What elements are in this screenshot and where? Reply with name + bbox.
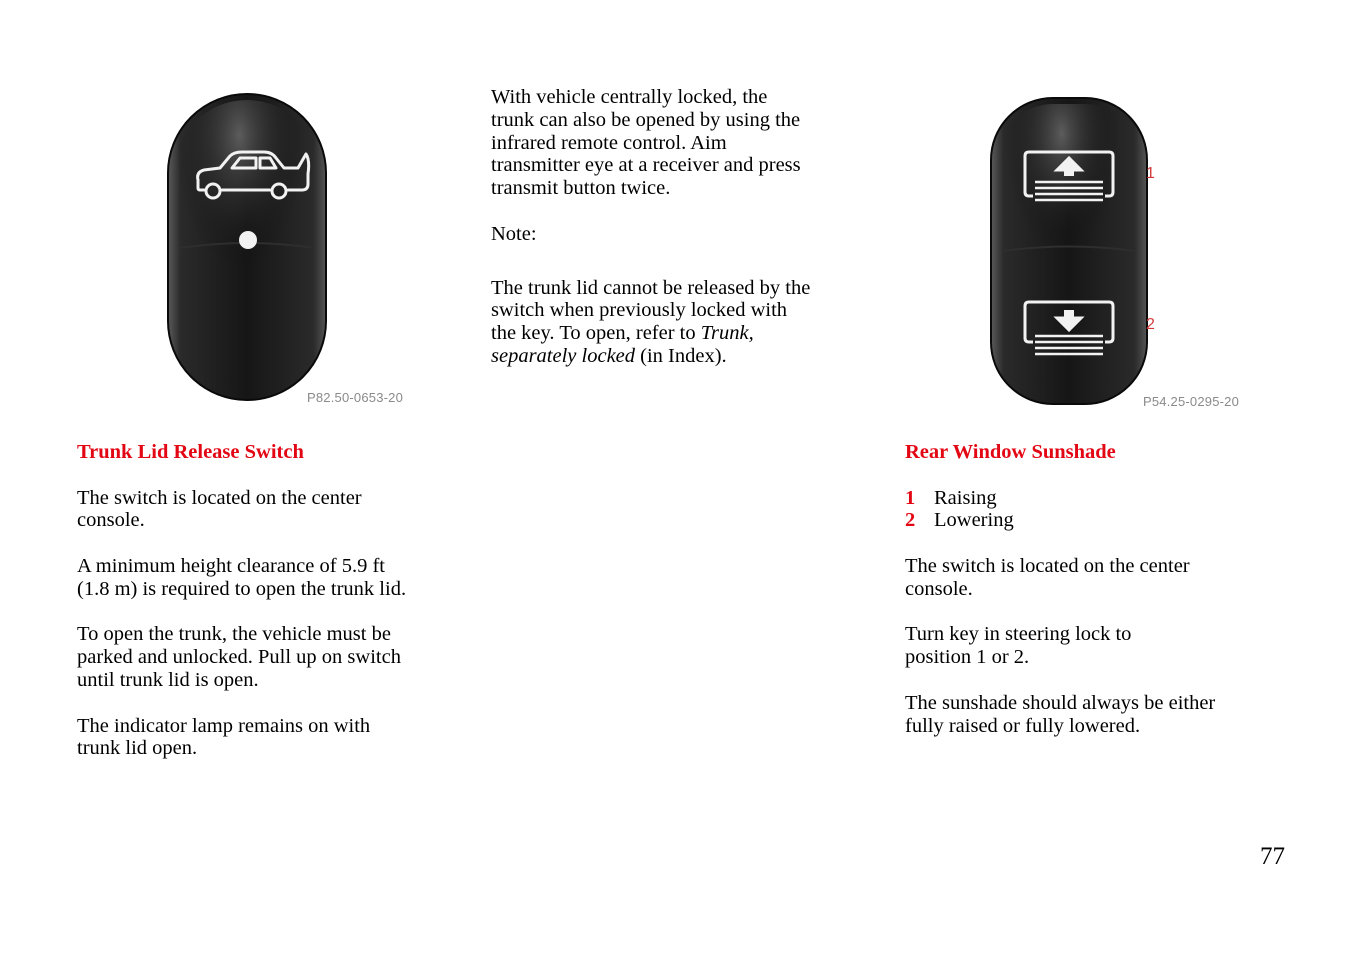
sunshade-switch-image xyxy=(985,92,1255,414)
legend-item-2 xyxy=(905,509,1305,532)
trunk-location-line2: console. xyxy=(77,509,145,532)
page-number: 77 xyxy=(1260,843,1285,870)
sunshade-heading: Rear Window Sunshade xyxy=(905,441,1116,463)
steering-lock-line2: position 1 or 2. xyxy=(905,646,1030,669)
sunshade-location-line1: The switch is located on the center xyxy=(905,554,1190,577)
trunk-location-line1: The switch is located on the center xyxy=(77,486,362,509)
clearance-line2: (1.8 m) is required to open the trunk lid. xyxy=(77,577,407,600)
note-line3-text: the key. To open, refer to xyxy=(491,322,701,345)
callout-1: 1 xyxy=(1146,165,1155,182)
sunshade-location-line2: console. xyxy=(905,577,973,600)
remote-control-section xyxy=(491,86,871,368)
trunk-reference: Trunk, xyxy=(700,322,754,345)
clearance-line1: A minimum height clearance of 5.9 ft xyxy=(77,554,385,577)
trunk-lid-section xyxy=(77,441,477,760)
note-line4-text: (in Index). xyxy=(635,344,727,367)
indicator-line2: trunk lid open. xyxy=(77,737,198,760)
legend-number-2: 2 xyxy=(905,509,916,532)
open-trunk-line3: until trunk lid is open. xyxy=(77,668,259,691)
indicator-lamp-dot xyxy=(239,231,257,249)
steering-lock-line1: Turn key in steering lock to xyxy=(905,623,1132,646)
note-line3 xyxy=(491,322,871,345)
remote-line5: transmit button twice. xyxy=(491,177,671,200)
legend-item-1 xyxy=(905,487,1305,510)
legend-number-1: 1 xyxy=(905,486,916,509)
callout-2: 2 xyxy=(1146,316,1155,333)
note-line4 xyxy=(491,345,871,368)
note-label: Note: xyxy=(491,222,537,245)
remote-line4: transmitter eye at a receiver and press xyxy=(491,154,801,177)
note-line1: The trunk lid cannot be released by the xyxy=(491,276,811,299)
remote-line2: trunk can also be opened by using the xyxy=(491,108,801,131)
sunshade-switch-figure xyxy=(985,92,1255,414)
legend-label-raising: Raising xyxy=(934,486,997,509)
open-trunk-line2: parked and unlocked. Pull up on switch xyxy=(77,646,401,669)
sunshade-position-line1: The sunshade should always be either xyxy=(905,691,1216,714)
left-figure-code: P82.50-0653-20 xyxy=(307,390,404,405)
separately-locked-reference: separately locked xyxy=(491,344,636,367)
trunk-switch-image xyxy=(160,88,430,408)
remote-line3: infrared remote control. Aim xyxy=(491,131,727,154)
trunk-lid-heading: Trunk Lid Release Switch xyxy=(77,441,304,463)
note-line2: switch when previously locked with xyxy=(491,299,788,322)
sunshade-section xyxy=(905,441,1305,737)
right-figure-code: P54.25-0295-20 xyxy=(1143,394,1240,409)
legend-label-lowering: Lowering xyxy=(934,509,1014,532)
indicator-line1: The indicator lamp remains on with xyxy=(77,714,371,737)
sunshade-position-line2: fully raised or fully lowered. xyxy=(905,714,1141,737)
open-trunk-line1: To open the trunk, the vehicle must be xyxy=(77,623,391,646)
remote-line1: With vehicle centrally locked, the xyxy=(491,86,768,108)
trunk-switch-figure xyxy=(160,88,430,408)
